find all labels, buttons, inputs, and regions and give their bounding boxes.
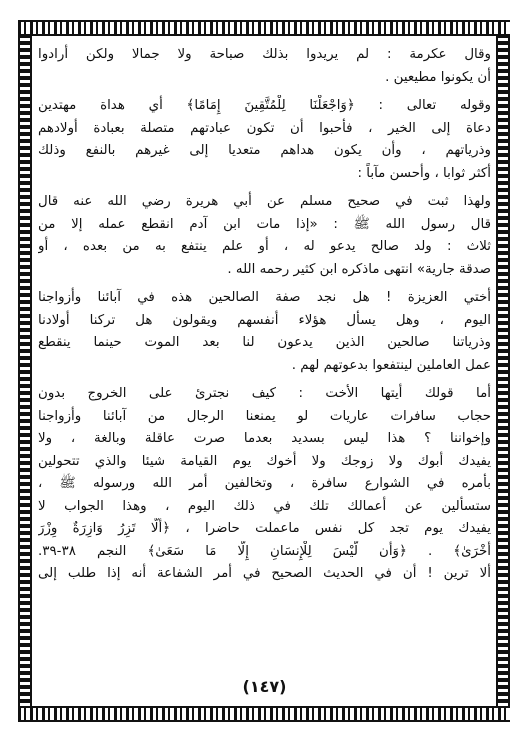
- page-number: (١٤٧): [242, 677, 287, 696]
- border-right: [496, 34, 510, 708]
- paragraph-2: [38, 95, 491, 185]
- border-top: [18, 20, 510, 36]
- border-left: [18, 34, 32, 708]
- text-line: ثلاث : ولد صالح يدعو له ، أو علم ينتفع به من بعده ، أو: [38, 239, 491, 254]
- paragraph-4: [38, 287, 491, 377]
- text-line: دعاة إلى الخير ، فأحبوا أن تكون عبادتهم متصلة بعبادة أولادهم: [38, 120, 491, 136]
- text-line: أما قولك أيتها الأخت : كيف نجترئ على الخروج بدون: [38, 386, 491, 401]
- text-line: أختي العزيزة ! هل نجد صفة الصالحين هذه في آبائنا وأزواجنا: [38, 290, 491, 305]
- text-line: حجاب سافرات عاريات لو يمنعنا الرجال من آبائنا وأزواجنا: [38, 408, 491, 424]
- text-line: وقال عكرمة : لم يريدوا بذلك صباحة ولا جمالا ولكن أرادوا: [38, 47, 491, 62]
- text-line: وذرياتهم ، وأن يكون هداهم متعديا إلى غيرهم بالنفع وذلك: [38, 143, 491, 158]
- text-line: وإخواننا ؟ هذا ليس بسديد بعدما صرت عاقلة وبالغة ، ولا: [38, 431, 491, 446]
- text-line: ستسألين عن أعمالك تلك في ذلك اليوم ، وهذا الجواب لا: [38, 498, 491, 514]
- paragraph-1: [38, 44, 491, 89]
- text-line: أُخْرَىٰ﴾ . ﴿وَأَن لَّيْسَ لِلْإِنسَانِ إِلَّا مَا سَعَىٰ﴾ النجم ٣٨-٣٩.: [38, 543, 491, 559]
- text-line: يفيدك أبوك ولا زوجك ولا أخوك يوم القيامة شيئا والذي تتحولين: [38, 453, 491, 469]
- text-line: صدقة جارية» انتهى ماذكره ابن كثير رحمه الله .: [227, 261, 491, 277]
- page-text: [38, 44, 491, 698]
- text-line: ألا ترين ! أن في الحديث الصحيح في أمر الشفاعة أنه إذا طلب إلى: [38, 566, 491, 581]
- paragraph-5: [38, 383, 491, 586]
- text-line: يفيدك يوم تجد كل نفس ماعملت حاضرا ، ﴿أَلَّا تَزِرُ وَازِرَةٌ وِزْرَ: [38, 521, 491, 536]
- text-line: أكثر ثوابا ، وأحسن مآباً :: [357, 165, 491, 181]
- text-line: ولهذا ثبت في صحيح مسلم عن أبي هريرة رضي الله عنه قال: [38, 194, 491, 209]
- text-line: بأمره في الشوارع سافرة ، وتخالفين أمر الله ورسوله ﷺ ،: [38, 476, 491, 491]
- border-bottom: [18, 706, 510, 722]
- text-line: قال رسول الله ﷺ : «إذا مات ابن آدم انقطع عمله إلا من: [38, 216, 491, 232]
- text-line: وقوله تعالى : ﴿وَاجْعَلْنَا لِلْمُتَّقِينَ إِمَامًا﴾ أي هداة مهتدين: [38, 98, 491, 113]
- text-line: اليوم ، وهل يسأل هؤلاء أنفسهم ويقولون هل تركنا أولادنا: [38, 312, 491, 328]
- paragraph-3: [38, 191, 491, 281]
- text-line: عمل العاملين لينتفعوا بدعوتهم لهم .: [291, 357, 491, 373]
- text-line: وذرياتنا صالحين الذين يدعون لنا بعد الموت حينما ينقطع: [38, 335, 491, 350]
- text-line: أن يكونوا مطيعين .: [385, 69, 491, 85]
